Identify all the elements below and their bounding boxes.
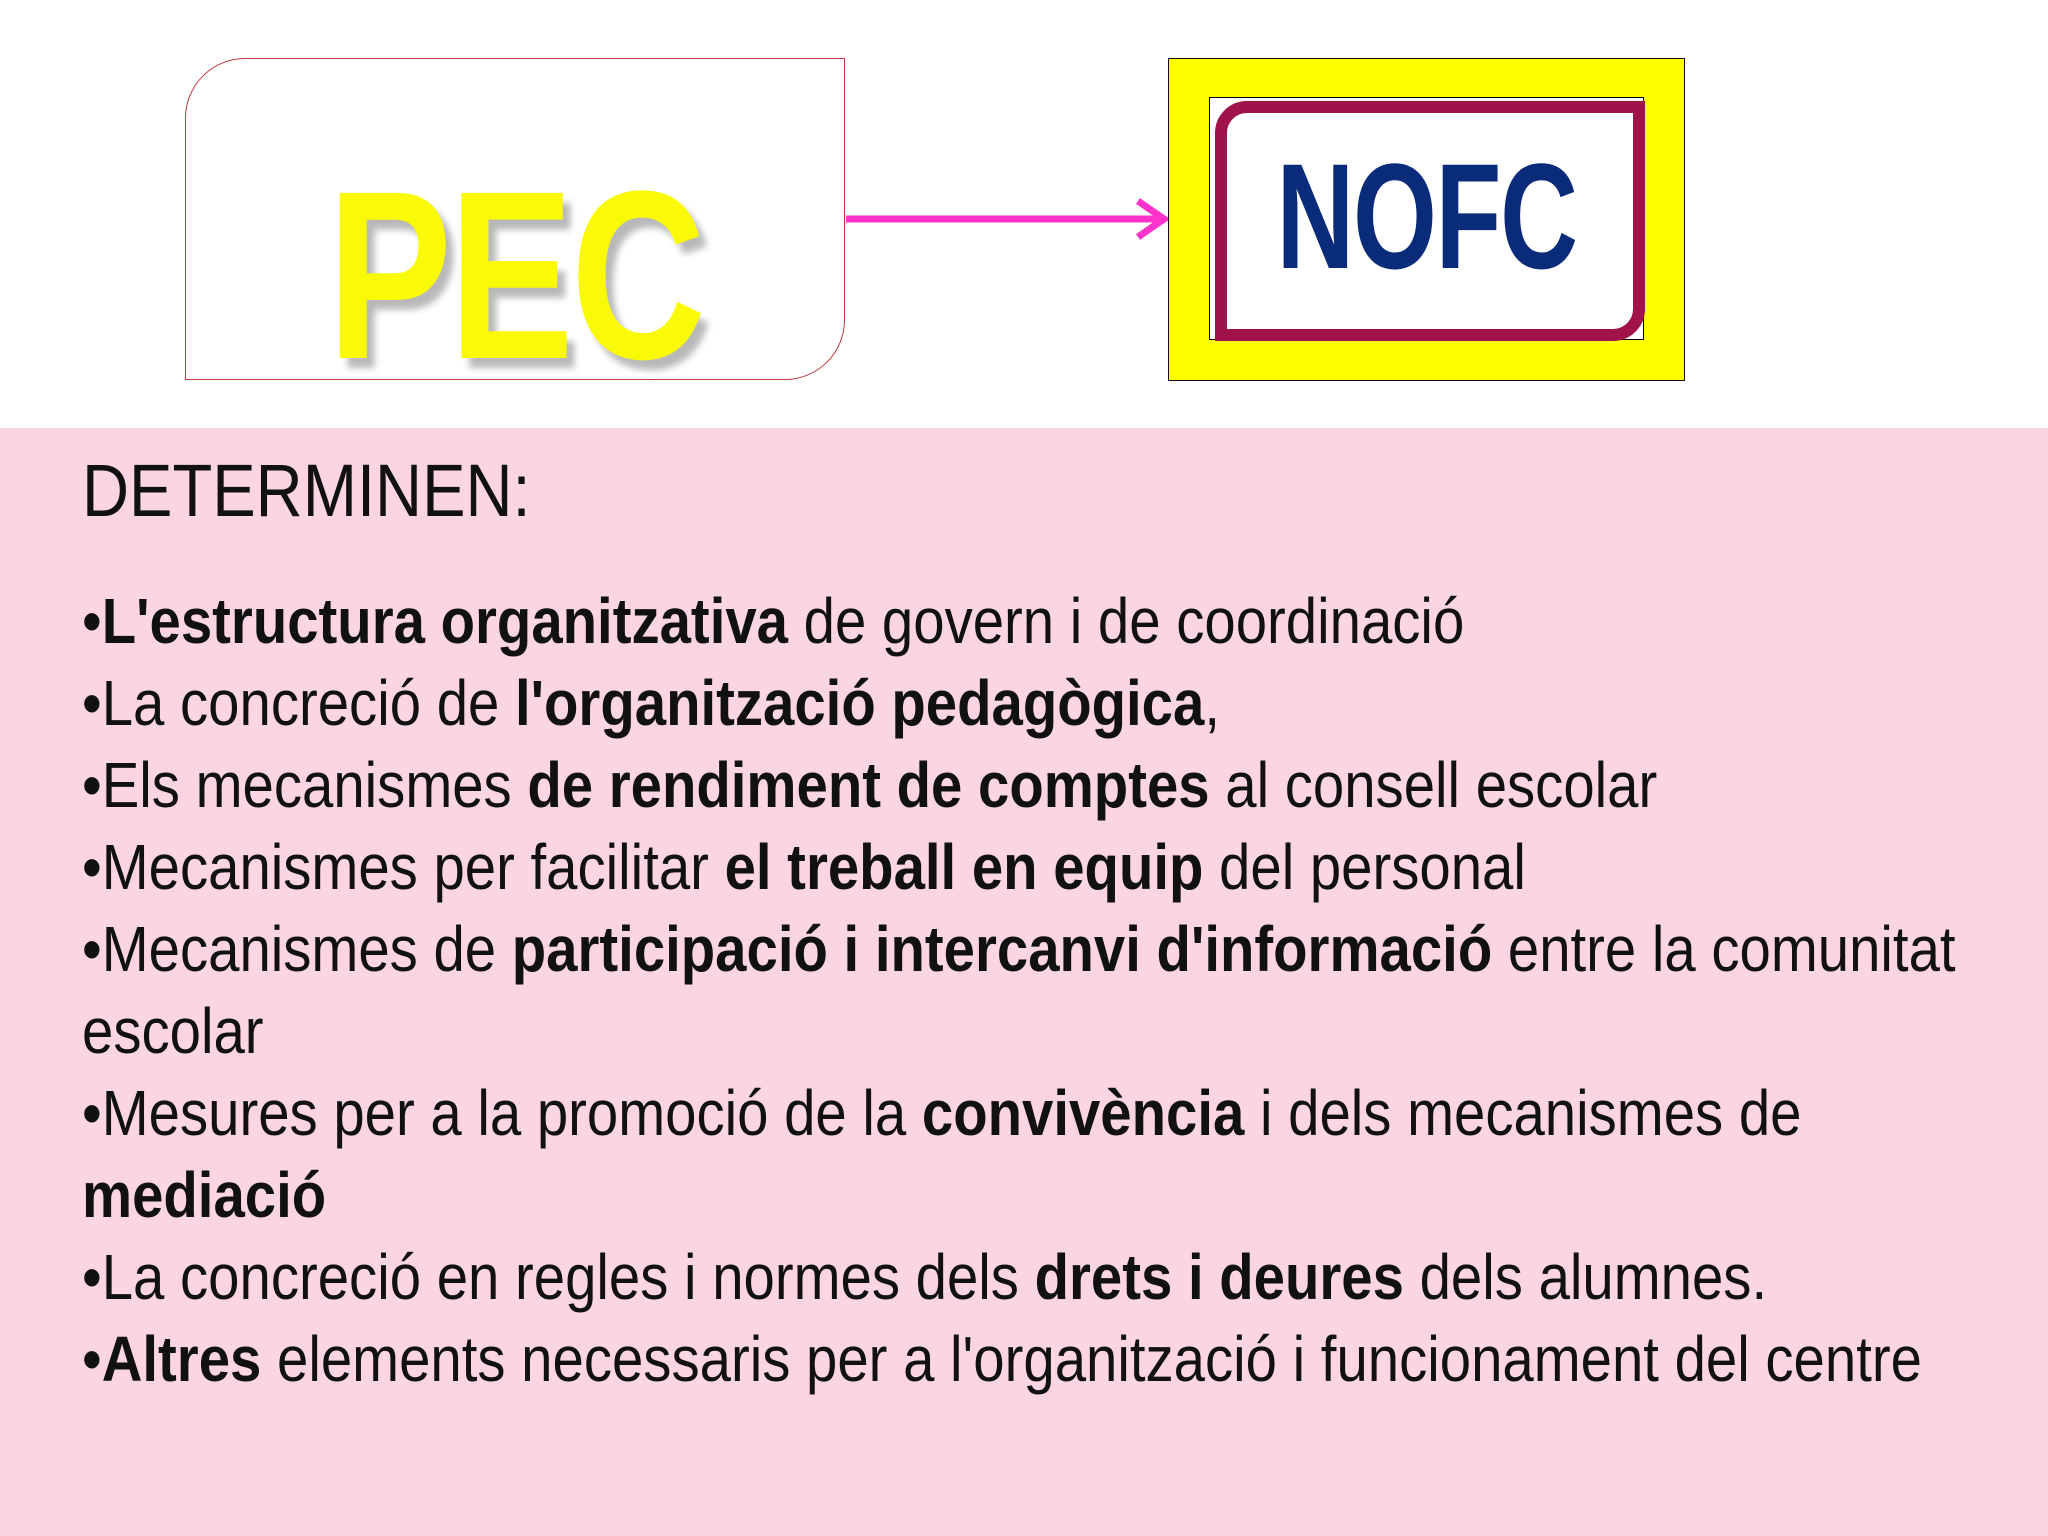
- bullet: •: [82, 831, 102, 903]
- bullet: •: [82, 1077, 102, 1149]
- list-item: •La concreció de l'organització pedagògica,: [82, 667, 1220, 739]
- bullet: •: [82, 667, 102, 739]
- bullet: •: [82, 1241, 102, 1313]
- bullet: •: [82, 913, 102, 985]
- diagram-area: [0, 0, 2048, 428]
- list-item: •L'estructura organitzativa de govern i de coordinació: [82, 585, 1465, 657]
- list-item: •Els mecanismes de rendiment de comptes al consell escolar: [82, 749, 1658, 821]
- nofc-label: NOFC: [1276, 132, 1577, 300]
- bullet-list: [82, 580, 1965, 1400]
- list-item: •Altres elements necessaris per a l'organització i funcionament del centre: [82, 1323, 1922, 1395]
- bullet: •: [82, 1323, 102, 1395]
- pec-label: PEC: [327, 141, 703, 409]
- bullet: •: [82, 749, 102, 821]
- arrow-icon: [846, 196, 1171, 246]
- content-panel: [0, 428, 2048, 1536]
- list-item: •Mecanismes de participació i intercanvi d'informació entre la comunitat escolar: [82, 913, 1956, 1067]
- pec-box: [185, 58, 845, 409]
- list-item: •Mecanismes per facilitar el treball en equip del personal: [82, 831, 1526, 903]
- bullet: •: [82, 585, 102, 657]
- list-item: •Mesures per a la promoció de la convivència i dels mecanismes de mediació: [82, 1077, 1802, 1231]
- heading: DETERMINEN:: [82, 449, 531, 532]
- nofc-box: [1168, 58, 1685, 381]
- list-item: •La concreció en regles i normes dels drets i deures dels alumnes.: [82, 1241, 1768, 1313]
